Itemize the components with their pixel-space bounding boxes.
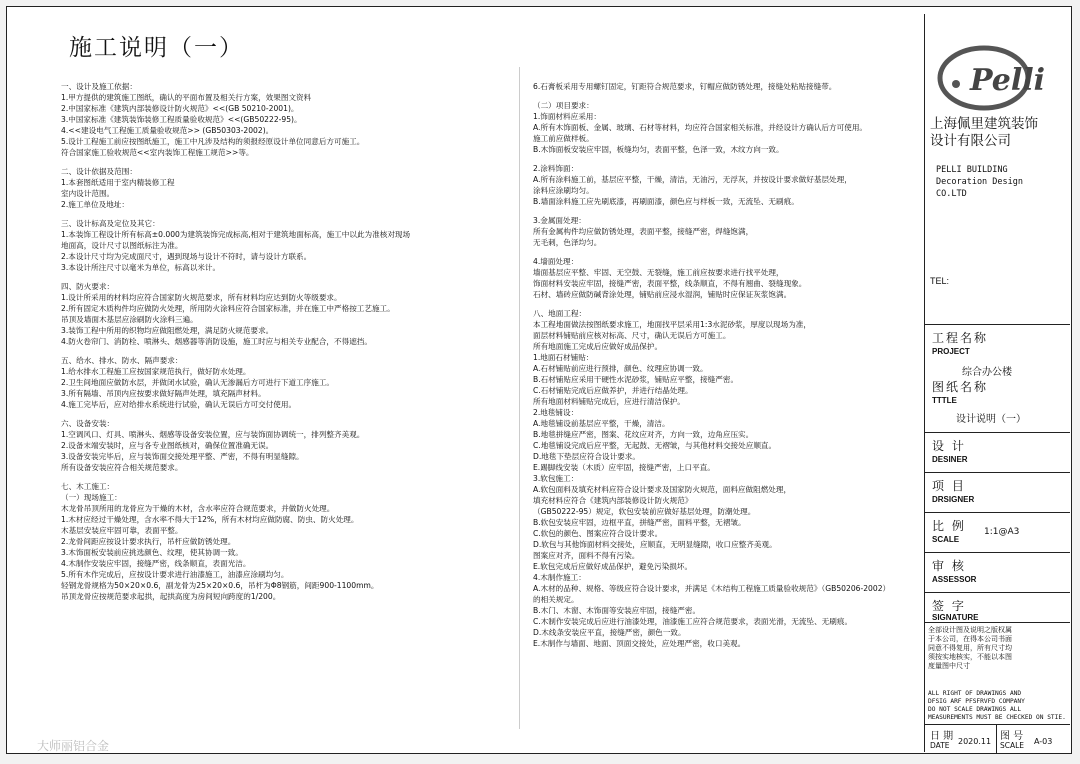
note-line: 涂料应涂刷均匀。 bbox=[533, 186, 594, 195]
note-line: B.墙面涂料施工应先刷底漆，再刷面漆，颜色应与样板一致，无流坠、无刷痕。 bbox=[533, 197, 799, 206]
section-heading: 一、设计及施工依据： bbox=[61, 82, 137, 91]
date-value: 2020.11 bbox=[958, 737, 992, 746]
note-line: 3.木饰面板安装前应挑选颜色、纹理，使其协调一致。 bbox=[61, 548, 243, 557]
notes-section bbox=[533, 215, 913, 248]
note-line: 2.卫生间地面应做防水层，并做闭水试验，确认无渗漏后方可进行下道工序施工。 bbox=[61, 378, 335, 387]
note-line: 地面高，设计尺寸以图纸标注为准。 bbox=[61, 241, 183, 250]
note-line: 饰面材料安装应牢固，接缝严密，表面平整，线条顺直，不得有翘曲、裂缝现象。 bbox=[533, 279, 807, 288]
note-line: 1.地面石材铺贴： bbox=[533, 353, 594, 362]
section-heading: 五、给水、排水、防水、隔声要求： bbox=[61, 356, 183, 365]
note-line: 轻钢龙骨规格为50×20×0.6，副龙骨为25×20×0.6，吊杆为Φ8钢筋，间距900-1100mm。 bbox=[61, 581, 379, 590]
project-label-cn: 工程名称 bbox=[932, 331, 989, 345]
note-line: 5.设计工程施工前应按图纸施工，施工中凡涉及结构的须报经原设计单位同意后方可施工。 bbox=[61, 137, 365, 146]
note-line: D.软包与其他饰面材料交接处，应顺直，无明显缝隙，收口应整齐美观。 bbox=[533, 540, 777, 549]
notes-section bbox=[61, 81, 511, 158]
notes-section bbox=[61, 218, 511, 273]
notes-column-left bbox=[61, 73, 511, 602]
scale-label-cn: 比 例 bbox=[932, 519, 966, 533]
note-line: 4.防火卷帘门、消防栓、喷淋头、烟感器等消防设施，施工时应与相关专业配合，不得遮挡。 bbox=[61, 337, 372, 346]
note-line: A.地毯铺设前基层应平整，干燥，清洁。 bbox=[533, 419, 670, 428]
column-divider bbox=[519, 67, 520, 729]
drawing-label-cn: 图纸名称 bbox=[932, 380, 989, 394]
scale-box bbox=[924, 512, 1070, 552]
note-line: E.木制作与墙面、地面、顶面交接处，应处理严密，收口美观。 bbox=[533, 639, 746, 648]
note-line: 所有地面材料铺贴完成后，应进行清洁保护。 bbox=[533, 397, 685, 406]
note-line: E.踢脚线安装（木质）应牢固，接缝严密，上口平直。 bbox=[533, 463, 715, 472]
designer-label-en: DESINER bbox=[932, 455, 968, 464]
notes-section bbox=[533, 100, 913, 155]
note-line: 2.地毯铺设： bbox=[533, 408, 579, 417]
notice-separator bbox=[924, 622, 1070, 623]
notes-section bbox=[533, 81, 913, 92]
note-line: 所有金属构件均应做防锈处理，表面平整，接缝严密，焊缝饱满， bbox=[533, 227, 754, 236]
note-line: B.石材铺贴应采用干硬性水泥砂浆，铺贴应平整，接缝严密。 bbox=[533, 375, 739, 384]
note-line: 4.木制作施工： bbox=[533, 573, 586, 582]
notes-section bbox=[61, 281, 511, 347]
section-heading: 六、设备安装： bbox=[61, 419, 115, 428]
company-name-cn: 上海佩里建筑装饰 设计有限公司 bbox=[930, 116, 1038, 149]
designer-box bbox=[924, 432, 1070, 472]
note-line: 墙面基层应平整、牢固、无空鼓、无裂缝，施工前应按要求进行找平处理， bbox=[533, 268, 784, 277]
notes-column-right bbox=[533, 73, 913, 649]
date-label-en: DATE bbox=[930, 741, 950, 750]
drawing-sheet bbox=[6, 6, 1072, 754]
note-line: C.软包的颜色、图案应符合设计要求。 bbox=[533, 529, 663, 538]
drawing-value: 设计说明（一） bbox=[956, 414, 1026, 425]
note-line: 室内设计范围。 bbox=[61, 189, 115, 198]
note-line: B.木饰面板安装应牢固，板缝均匀，表面平整，色泽一致，木纹方向一致。 bbox=[533, 145, 784, 154]
notes-section bbox=[533, 256, 913, 300]
notes-section bbox=[61, 418, 511, 473]
sheet-number: A-03 bbox=[1034, 737, 1053, 746]
company-logo bbox=[932, 36, 1062, 126]
note-line: 木龙骨吊顶所用的龙骨应为干燥的木材，含水率应符合规范要求，并做防火处理。 bbox=[61, 504, 335, 513]
note-line: E.软包完成后应做好成品保护，避免污染损坏。 bbox=[533, 562, 693, 571]
note-line: 1.木材应经过干燥处理，含水率不得大于12%，所有木材均应做防腐、防虫、防火处理。 bbox=[61, 515, 359, 524]
note-line: 2.施工单位及地址： bbox=[61, 200, 129, 209]
section-heading: 七、木工施工： bbox=[61, 482, 115, 491]
note-line: 施工前应做样板。 bbox=[533, 134, 594, 143]
project-value: 综合办公楼 bbox=[962, 367, 1012, 378]
signature-box bbox=[924, 592, 1070, 624]
copyright-notice-cn: 全部设计图及说明之版权属 于本公司，在得本公司书面 同意不得复用，所有尺寸均 须按实地核实，不能以本图 度量图中尺寸 bbox=[928, 626, 1012, 670]
drsigner-box bbox=[924, 472, 1070, 512]
note-line: B.软包安装应牢固，边框平直，拼缝严密，面料平整，无褶皱。 bbox=[533, 518, 746, 527]
note-line: A.所有木饰面板、金属、玻璃、石材等材料，均应符合国家相关标准，并经设计方确认后方可使用。 bbox=[533, 123, 868, 132]
note-line: （GB50222-95）规定，软包安装前应做好基层处理，防潮处理。 bbox=[533, 507, 756, 516]
note-line: D.木线条安装应平直，接缝严密，颜色一致。 bbox=[533, 628, 686, 637]
note-line: 3.中国家标准《建筑装饰装修工程质量验收规范》<<(GB50222-95)。 bbox=[61, 115, 302, 124]
note-line: 面层材料铺贴前应核对标高、尺寸，确认无误后方可施工。 bbox=[533, 331, 731, 340]
note-line: 5.所有木作完成后，应按设计要求进行油漆施工，油漆应涂刷均匀。 bbox=[61, 570, 289, 579]
note-line: （一）现场施工： bbox=[61, 493, 122, 502]
section-heading: （二）项目要求： bbox=[533, 101, 594, 110]
note-line: 4.<<建设电气工程施工质量验收规范>> (GB50303-2002)。 bbox=[61, 126, 274, 135]
assessor-box bbox=[924, 552, 1070, 592]
note-line: A.石材铺贴前应进行预排，颜色、纹理应协调一致。 bbox=[533, 364, 708, 373]
title-block bbox=[924, 14, 1070, 752]
note-line: 1.本装饰工程设计所有标高±0.000为建筑装饰完成标高,相对于建筑地面标高，施工中以此为准核对现场 bbox=[61, 230, 411, 239]
drawing-label-en: TTTLE bbox=[932, 396, 957, 405]
section-heading: 四、防火要求： bbox=[61, 282, 115, 291]
notes-section bbox=[61, 481, 511, 602]
section-heading: 2.涂料饰面： bbox=[533, 164, 579, 173]
page-title: 施工说明（一） bbox=[69, 35, 244, 61]
note-line: 所有设备安装应符合相关规范要求。 bbox=[61, 463, 183, 472]
note-line: 3.设备安装完毕后，应与装饰面交接处理平整、严密，不得有明显缝隙。 bbox=[61, 452, 304, 461]
note-line: 1.本套图纸适用于室内精装修工程 bbox=[61, 178, 175, 187]
note-line: 1.设计所采用的材料均应符合国家防火规范要求，所有材料均应达到防火等级要求。 bbox=[61, 293, 342, 302]
section-heading: 3.金属面处理： bbox=[533, 216, 586, 225]
date-row bbox=[924, 724, 1070, 753]
copyright-notice-en: ALL RIGHT OF DRAWINGS AND DFSIG ARF PFSFRVFD COMPANY DO NOT SCALE DRAWINGS ALL MEASUREMENTS MUST BE CHECKED ON STIE. bbox=[928, 690, 1066, 721]
note-line: A.所有涂料施工前，基层应平整，干燥，清洁，无油污，无浮灰，并按设计要求做好基层处理， bbox=[533, 175, 852, 184]
section-heading: 三、设计标高及定位及其它： bbox=[61, 219, 160, 228]
note-line: 吊顶及墙面木基层应涂刷防火涂料三遍。 bbox=[61, 315, 198, 324]
note-line: C.木制作安装完成后应进行油漆处理，油漆施工应符合规范要求，表面光滑，无流坠、无刷痕。 bbox=[533, 617, 853, 626]
note-line: 1.空调风口、灯具、喷淋头、烟感等设备安装位置，应与装饰面协调统一，排列整齐美观。 bbox=[61, 430, 365, 439]
company-name-en: PELLI BUILDING Decoration Design CO.LTD bbox=[936, 165, 1023, 199]
sheet-label-en: SCALE bbox=[1000, 741, 1025, 750]
note-line: 3.所有隔墙、吊顶内应按要求做好隔声处理，填充隔声材料。 bbox=[61, 389, 266, 398]
note-line: 石材、墙砖应做防碱背涂处理，铺贴前应浸水湿润，铺贴时应保证灰浆饱满。 bbox=[533, 290, 792, 299]
note-line: 符合国家施工验收规范<<室内装饰工程施工规范>>等。 bbox=[61, 148, 254, 157]
date-separator bbox=[996, 725, 997, 753]
section-heading: 4.墙面处理： bbox=[533, 257, 579, 266]
drsigner-label-cn: 项 目 bbox=[932, 479, 966, 493]
scale-label-en: SCALE bbox=[932, 535, 960, 544]
note-line: 木基层安装应牢固可靠，表面平整。 bbox=[61, 526, 183, 535]
project-label-en: PROJECT bbox=[932, 347, 970, 356]
note-line: B.木门、木窗、木饰面等安装应牢固，接缝严密。 bbox=[533, 606, 701, 615]
note-line: 的相关规定。 bbox=[533, 595, 579, 604]
designer-label-cn: 设 计 bbox=[932, 439, 966, 453]
date-label-cn: 日 期 bbox=[930, 731, 954, 742]
section-heading: 二、设计依据及范围： bbox=[61, 167, 137, 176]
note-line: 所有地面施工完成后应做好成品保护。 bbox=[533, 342, 663, 351]
note-line: 2.中国家标准《建筑内部装修设计防火规范》<<(GB 50210-2001)。 bbox=[61, 104, 299, 113]
tel-label: TEL: bbox=[930, 276, 950, 286]
note-line: 填充材料应符合《建筑内部装修设计防火规范》 bbox=[533, 496, 693, 505]
note-line: 2.龙骨间距应按设计要求执行，吊杆应做防锈处理。 bbox=[61, 537, 236, 546]
assessor-label-cn: 审 核 bbox=[932, 559, 966, 573]
notes-section bbox=[533, 163, 913, 207]
note-line: 无毛刺，色泽均匀。 bbox=[533, 238, 602, 247]
note-line: 图案应对齐，面料不得有污染。 bbox=[533, 551, 640, 560]
note-line: 2.所有固定木质构件均应做防火处理，所用防火涂料应符合国家标准，并在施工中严格按工艺施工。 bbox=[61, 304, 395, 313]
note-line: B.地毯拼缝应严密，图案、花纹应对齐，方向一致，边角应压实。 bbox=[533, 430, 754, 439]
note-line: 吊顶龙骨应按规范要求起拱，起拱高度为房间短向跨度的1/200。 bbox=[61, 592, 281, 601]
note-line: C.石材铺贴完成后应做养护，并进行结晶处理。 bbox=[533, 386, 693, 395]
note-line: 2.设备末端安装时，应与各专业图纸核对，确保位置准确无误。 bbox=[61, 441, 274, 450]
note-line: A.木材的品种、规格、等级应符合设计要求，并满足《木结构工程施工质量验收规范》（GB50206-2002） bbox=[533, 584, 891, 593]
signature-label-cn: 签 字 bbox=[932, 599, 966, 613]
drawing-name-box bbox=[924, 374, 1070, 430]
note-line: 2.本设计尺寸均为完成面尺寸，遇到现场与设计不符时，请与设计方联系。 bbox=[61, 252, 312, 261]
scale-value: 1:1@A3 bbox=[984, 527, 1020, 537]
note-line: 4.施工完毕后，应对给排水系统进行试验，确认无误后方可交付使用。 bbox=[61, 400, 297, 409]
sheet-label-cn: 图 号 bbox=[1000, 731, 1024, 742]
note-line: 3.装饰工程中所用的织物均应做阻燃处理，满足防火规范要求。 bbox=[61, 326, 274, 335]
note-line: 3.本设计所注尺寸以毫米为单位，标高以米计。 bbox=[61, 263, 221, 272]
signature-label-en: SIGNATURE bbox=[932, 613, 979, 622]
note-line: 1.饰面材料应采用： bbox=[533, 112, 601, 121]
note-line: D.地毯下垫层应符合设计要求。 bbox=[533, 452, 640, 461]
note-line: 本工程地面做法按图纸要求施工，地面找平层采用1:3水泥砂浆，厚度以现场为准， bbox=[533, 320, 811, 329]
note-line: 3.软包施工： bbox=[533, 474, 579, 483]
drsigner-label-en: DRSIGNER bbox=[932, 495, 975, 504]
watermark: 大师丽铝合金 bbox=[37, 739, 110, 753]
notes-section bbox=[61, 355, 511, 410]
note-line: 1.给水排水工程施工应按国家规范执行，做好防水处理。 bbox=[61, 367, 251, 376]
notes-section bbox=[61, 166, 511, 210]
section-heading: 八、地面工程： bbox=[533, 309, 587, 318]
notes-section bbox=[533, 308, 913, 649]
note-line: A.软包面料及填充材料应符合设计要求及国家防火规范，面料应做阻燃处理， bbox=[533, 485, 792, 494]
logo-text: Pelli bbox=[970, 63, 1046, 98]
note-line: 1.甲方提供的建筑施工图纸，确认的平面布置及相关行方案，效果图文资料 bbox=[61, 93, 312, 102]
assessor-label-en: ASSESSOR bbox=[932, 575, 977, 584]
note-line: 4.木制作安装应牢固，接缝严密，线条顺直，表面光洁。 bbox=[61, 559, 251, 568]
note-line: 6.石膏板采用专用螺钉固定，钉距符合规范要求，钉帽应做防锈处理，接缝处粘贴接缝带。 bbox=[533, 82, 837, 91]
note-line: C.地毯铺设完成后应平整，无起鼓、无褶皱，与其他材料交接处应顺直。 bbox=[533, 441, 777, 450]
